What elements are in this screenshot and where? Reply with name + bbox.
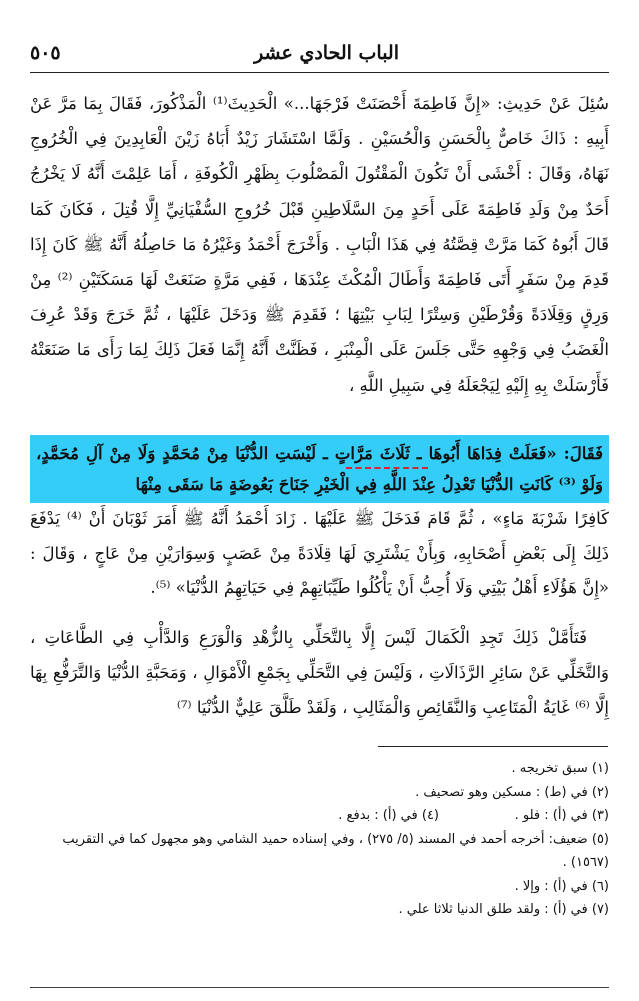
main-text-after: [30, 502, 609, 606]
highlighted-passage[interactable]: [36, 438, 603, 500]
final-paragraph-text: فَتَأَمَّلْ ذَلِكَ تَجِدِ الْكَمَالَ لَيْسَ إِلَّا بِالتَّحَلِّي بِالزُّهْدِ وَالْوَرَعِ وَالدَّأْبِ فِي الطَّاعَاتِ ، وَالتَّخَلِّي عَنْ سَائِرِ الرَّذَالَاتِ ، وَلَيْسَ فِي التَّحَلِّي بِجَمْعِ الْأَمْوَالِ ، وَمَحَبَّةِ الدُّنْيَا وَالتَّرَفُّعِ بِهَا إِلَّا ⁽⁶⁾ غَايَةُ الْمَتَاعِبِ وَالنَّقَائِصِ وَالْمَثَالِبِ ، وَلَقَدْ طَلَّقَ عَلِيٌّ الدُّنْيَا ⁽⁷⁾: [30, 628, 609, 717]
main-text-before: [30, 86, 609, 403]
bottom-rule: [30, 987, 609, 988]
footnote-5-continued: (١٥٦٧) .: [562, 855, 609, 870]
footnote-7: (٧) في (أ) : ولقد طلق الدنيا ثلاثا علي .: [398, 902, 609, 917]
chapter-title: الباب الحادي عشر: [254, 42, 399, 64]
paragraph-before: سُئِلَ عَنْ حَدِيثِ: «إِنَّ فَاطِمَةَ أَحْصَنَتْ فَرْجَهَا...» الْحَدِيثَ⁽¹⁾ الْمَذْكُورَ، فَقَالَ بِمَا مَرَّ عَنْ أَبِيهِ : ذَاكَ خَاصٌّ بِالْحَسَنِ وَالْحُسَيْنِ . وَلَمَّا اسْتَشَارَ زَيْدٌ أَبَاهُ زَيْنَ الْعَابِدِينَ فِي الْخُرُوجِ نَهَاهُ، وَقَالَ : أَخْشَى أَنْ تَكُونَ الْمَقْتُولَ الْمَصْلُوبَ بِظَهْرِ الْكُوفَةِ ، أَمَا عَلِمْتَ أَنَّهُ لَا يَخْرُجُ أَحَدٌ مِنْ وَلَدِ فَاطِمَةَ عَلَى أَحَدٍ مِنَ السَّلَاطِينِ قَبْلَ خُرُوجِ السُّفْيَانِيِّ إِلَّا قُتِلَ ، فَكَانَ كَمَا قَالَ أَبُوهُ كَمَا مَرَّتْ قِصَّتُهُ فِي هَذَا الْبَابِ . وَأَخْرَجَ أَحْمَدُ وَغَيْرُهُ مَا حَاصِلُهُ أَنَّهُ ﷺ كَانَ إِذَا قَدِمَ مِنْ سَفَرٍ أَتَى فَاطِمَةَ وَأَطَالَ الْمُكْثَ عِنْدَهَا ، فَفِي مَرَّةٍ صَنَعَتْ لَهَا مَسَكَتَيْنِ ⁽²⁾ مِنْ وَرِقٍ وَقِلَادَةً وَقُرْطَيْنِ وَسِتْرًا لِبَابِ بَيْتِهَا ؛ فَقَدِمَ ﷺ وَدَخَلَ عَلَيْهَا ، ثُمَّ خَرَجَ وَقَدْ عُرِفَ الْغَضَبُ فِي وَجْهِهِ حَتَّى جَلَسَ عَلَى الْمِنْبَرِ ، فَظَنَّتْ أَنَّهُ إِنَّمَا فَعَلَ ذَلِكَ لِمَا رَأَى مَا صَنَعَتْهُ فَأَرْسَلَتْ بِهِ إِلَيْهِ لِيَجْعَلَهُ فِي سَبِيلِ اللَّهِ ،: [30, 94, 610, 395]
page-number: ٥٠٥: [30, 42, 61, 64]
final-paragraph: [30, 620, 609, 725]
highlighted-text: فَقَالَ: «فَعَلَتْ فِدَاهَا أَبُوهَا ـ ثَلَاثَ مَرَّاتٍ ـ لَيْسَتِ الدُّنْيَا مِنْ مُحَمَّدٍ وَلَا مِنْ آلِ مُحَمَّدٍ، وَلَوْ ⁽³⁾ كَانَتِ الدُّنْيَا تَعْدِلُ عِنْدَ اللَّهِ فِي الْخَيْرِ جَنَاحَ بَعُوضَةٍ مَا سَقَى مِنْهَا: [36, 444, 603, 494]
footnote-6: (٦) في (أ) : وإلا .: [514, 878, 609, 894]
paragraph-after: كَافِرًا شَرْبَةَ مَاءٍ» ، ثُمَّ قَامَ فَدَخَلَ ﷺ عَلَيْهَا . زَادَ أَحْمَدُ أَنَّهُ ﷺ أَمَرَ ثَوْبَانَ أَنْ ⁽⁴⁾ يَدْفَعَ ذَلِكَ إِلَى بَعْضِ أَصْحَابِهِ، وَبِأَنْ يَشْتَرِيَ لَهَا قِلَادَةً مِنْ عَصَبٍ وَسِوَارَيْنِ مِنْ عَاجٍ ، وَقَالَ : «إِنَّ هَؤُلَاءِ أَهْلُ بَيْتِي وَلَا أُحِبُّ أَنْ يَأْكُلُوا طَيِّبَاتِهِمْ فِي حَيَاتِهِمُ الدُّنْيَا» ⁽⁵⁾.: [30, 509, 609, 597]
red-dashed-underline: [346, 467, 428, 469]
footnote-2: (٢) في (ط) : مسكين وهو تصحيف .: [415, 784, 609, 800]
final-paragraph-block: [30, 620, 609, 725]
footnote-4: (٤) في (أ) : بدفع .: [338, 808, 439, 823]
header-rule: [30, 72, 609, 73]
page-header: [30, 40, 609, 74]
footnote-1: (١) سبق تخريجه .: [511, 761, 609, 776]
footnote-5: (٥) ضعيف: أخرجه أحمد في المسند (٥/ ٢٧٥) ، وفي إسناده حميد الشامي وهو مجهول كما في التقريب: [62, 831, 609, 847]
footnotes: [30, 757, 609, 922]
footnote-separator: [378, 746, 608, 747]
footnote-3: (٣) في (أ) : فلو .: [514, 808, 609, 823]
footnote-3-4-row: [30, 804, 609, 828]
